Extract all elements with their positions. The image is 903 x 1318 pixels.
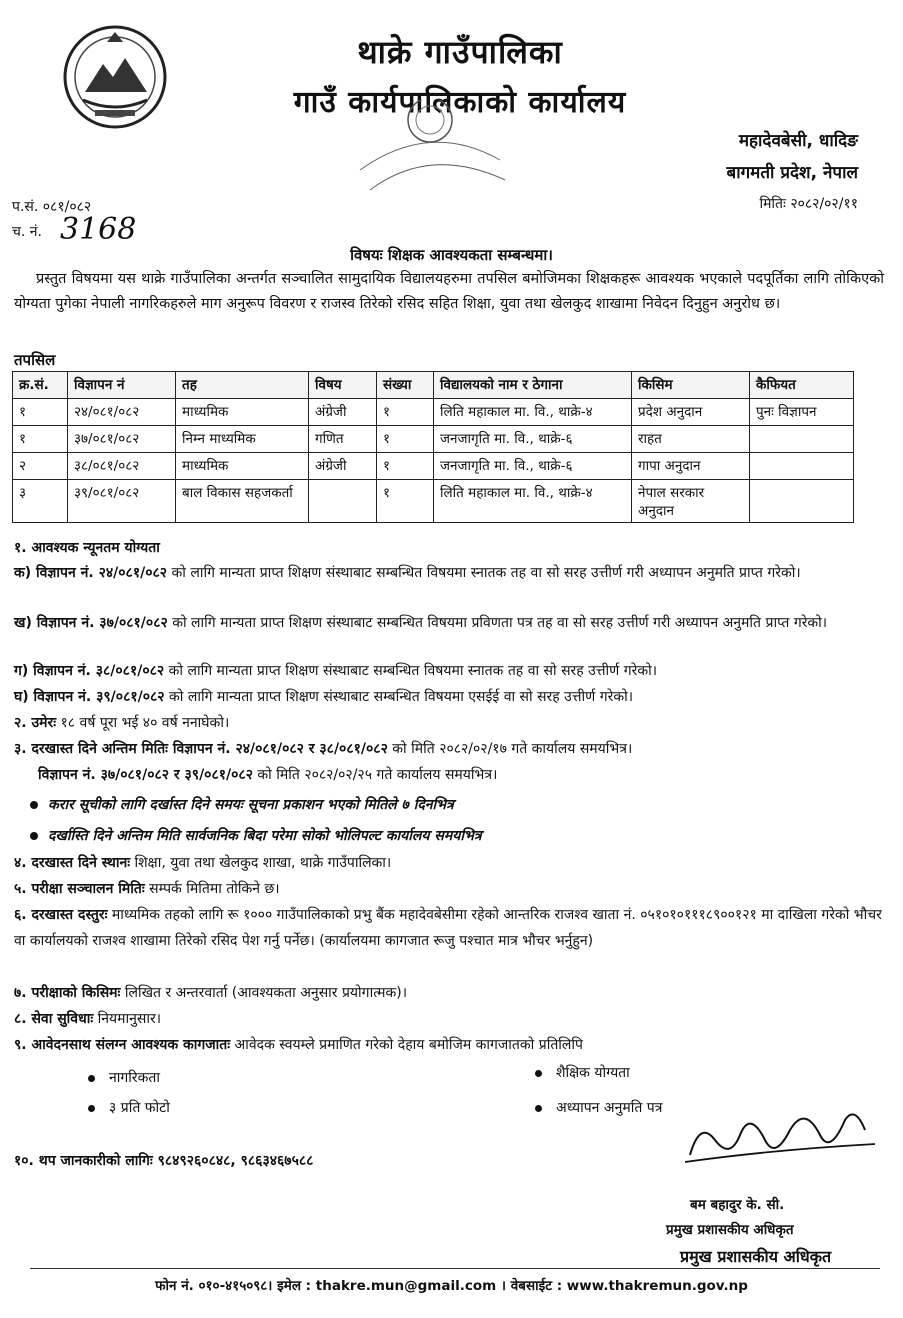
section-3-deadline: ३. दरखास्त दिने अन्तिम मितिः विज्ञापन नं. २४/०८१/०८२ र ३८/०८१/०८२ को मिति २०८२/०२/१७ गते कार्यालय समयभित्र। — [14, 741, 633, 757]
table-row — [13, 480, 854, 523]
section-10-contact: १०. थप जानकारीको लागिः ९८४९२६०८४८, ९८६३४६७५८८ — [14, 1153, 314, 1169]
col-header: क्र.सं. — [13, 372, 68, 399]
doc-item-teaching-license: अध्यापन अनुमति पत्र — [535, 1098, 662, 1117]
table-cell — [750, 480, 854, 523]
table-cell: गापा अनुदान — [632, 453, 750, 480]
table-cell: १ — [377, 426, 434, 453]
table-row — [13, 399, 854, 426]
office-seal-stamp — [340, 100, 520, 210]
section-9-documents: ९. आवेदनसाथ संलग्न आवश्यक कागजातः आवेदक स्वयम्ले प्रमाणित गरेको देहाय बमोजिम कागजातको प्रतिलिपि — [14, 1037, 584, 1053]
col-header: तह — [176, 372, 309, 399]
qualification-ka: क) विज्ञापन नं. २४/०८१/०८२ को लागि मान्यता प्राप्त शिक्षण संस्थाबाट सम्बन्धित विषयमा स्नातक तह वा सो सरह उत्तीर्ण गरी अध्यापन अनुमति प्राप्त गरेको। — [14, 565, 801, 581]
qualification-ga: ग) विज्ञापन नं. ३८/०८१/०८२ को लागि मान्यता प्राप्त शिक्षण संस्थाबाट सम्बन्धित विषयमा स्नातक तह वा सो सरह उत्तीर्ण गरेको। — [14, 663, 658, 679]
table-cell: २४/०८१/०८२ — [68, 399, 176, 426]
table-cell: २ — [13, 453, 68, 480]
table-cell: लिति महाकाल मा. वि., थाक्रे-४ — [434, 480, 632, 523]
address-line-2: बागमती प्रदेश, नेपाल — [726, 163, 858, 183]
subject-line: विषयः शिक्षक आवश्यकता सम्बन्धमा। — [350, 246, 553, 264]
footer-divider — [30, 1268, 880, 1269]
col-header: विज्ञापन नं — [68, 372, 176, 399]
table-cell: राहत — [632, 426, 750, 453]
bullet-holiday-note: दर्खास्ति दिने अन्तिम मिति सार्वजनिक बिदा परेमा सोको भोलिपल्ट कार्यालय समयभित्र — [30, 826, 482, 845]
table-cell: जनजागृति मा. वि., थाक्रे-६ — [434, 426, 632, 453]
qualification-kha: ख) विज्ञापन नं. ३७/०८१/०८२ को लागि मान्यता प्राप्त शिक्षण संस्थाबाट सम्बन्धित विषयमा प्रविणता पत्र तह वा सो सरह उत्तीर्ण गरी अध्यापन अनुमति प्राप्त गरेको। — [14, 615, 828, 631]
table-cell: १ — [377, 480, 434, 523]
col-header: विद्यालयको नाम र ठेगाना — [434, 372, 632, 399]
signatory-title: प्रमुख प्रशासकीय अधिकृत — [666, 1222, 794, 1238]
table-row — [13, 453, 854, 480]
table-cell: गणित — [309, 426, 377, 453]
dispatch-number-handwritten: 3168 — [60, 212, 137, 247]
section-2-age: २. उमेरः १८ वर्ष पूरा भई ४० वर्ष ननाघेको। — [14, 715, 230, 731]
address-line-1: महादेवबेसी, धादिङ — [738, 131, 858, 151]
reference-number: प.सं. ०८१/०८२ — [12, 199, 92, 215]
dispatch-label: च. नं. — [12, 224, 43, 240]
tapasil-heading: तपसिल — [14, 351, 56, 369]
table-cell: १ — [377, 453, 434, 480]
signatory-name: बम बहादुर के. सी. — [690, 1197, 785, 1213]
table-cell: ३७/०८१/०८२ — [68, 426, 176, 453]
table-cell: १ — [13, 399, 68, 426]
col-header: कैफियत — [750, 372, 854, 399]
col-header: विषय — [309, 372, 377, 399]
section-4-place: ४. दरखास्त दिने स्थानः शिक्षा, युवा तथा खेलकुद शाखा, थाक्रे गाउँपालिका। — [14, 855, 392, 871]
section-1-heading: १. आवश्यक न्यूनतम योग्यता — [14, 540, 160, 556]
doc-item-citizenship: नागरिकता — [88, 1068, 160, 1087]
nepal-emblem-logo — [55, 22, 175, 132]
doc-item-photo: ३ प्रति फोटो — [88, 1098, 170, 1117]
table-cell: प्रदेश अनुदान — [632, 399, 750, 426]
table-cell: नेपाल सरकार अनुदान — [632, 480, 750, 523]
table-cell — [750, 453, 854, 480]
section-7-exam-type: ७. परीक्षाको किसिमः लिखित र अन्तरवार्ता (आवश्यकता अनुसार प्रयोगात्मक)। — [14, 985, 408, 1001]
section-3-deadline-2: विज्ञापन नं. ३७/०८१/०८२ र ३९/०८१/०८२ को मिति २०८२/०२/२५ गते कार्यालय समयभित्र। — [38, 767, 498, 783]
qualification-gha: घ) विज्ञापन नं. ३९/०८१/०८२ को लागि मान्यता प्राप्त शिक्षण संस्थाबाट सम्बन्धित विषयमा एसईई वा सो सरह उत्तीर्ण गरेको। — [14, 689, 634, 705]
table-cell: पुनः विज्ञापन — [750, 399, 854, 426]
table-cell: निम्न माध्यमिक — [176, 426, 309, 453]
section-8-facilities: ८. सेवा सुविधाः नियमानुसार। — [14, 1011, 162, 1027]
table-cell: अंग्रेजी — [309, 399, 377, 426]
table-cell: १ — [377, 399, 434, 426]
table-cell — [750, 426, 854, 453]
intro-paragraph: प्रस्तुत विषयमा यस थाक्रे गाउँपालिका अन्तर्गत सञ्चालित सामुदायिक विद्यालयहरुमा तपसिल बमोजिमका शिक्षकहरू आवश्यक भएकाले पदपूर्तिका लागि तोकिएको योग्यता पुगेका नेपाली नागरिकहरुले माग अनुरूप विवरण र राजस्व तिरेको रसिद सहित शिक्षा, युवा तथा खेलकुद शाखामा निवेदन दिनुहुन अनुरोध छ। — [14, 271, 884, 312]
table-cell: १ — [13, 426, 68, 453]
table-cell: जनजागृति मा. वि., थाक्रे-६ — [434, 453, 632, 480]
section-6-fee: ६. दरखास्त दस्तुरः माध्यमिक तहको लागि रू १००० गाउँपालिकाको प्रभु बैंक महादेवबेसीमा रहेको आन्तरिक राजश्व खाता नं. ०५१०१०१११८९००१२१ मा दाखिला गरेको भौचर वा कार्यालयको राजश्व शाखामा तिरेको रसिद पेश गर्नु पर्नेछ। (कार्यालयमा कागजात रूजु पश्चात मात्र भौचर भर्नुहुन) — [14, 907, 882, 949]
doc-item-education: शैक्षिक योग्यता — [535, 1063, 630, 1082]
table-cell: ३८/०८१/०८२ — [68, 453, 176, 480]
municipality-title: थाक्रे गाउँपालिका — [357, 33, 563, 71]
col-header: किसिम — [632, 372, 750, 399]
table-cell: ३ — [13, 480, 68, 523]
table-cell: लिति महाकाल मा. वि., थाक्रे-४ — [434, 399, 632, 426]
table-header-row — [13, 372, 854, 399]
table-cell — [309, 480, 377, 523]
section-5-exam-date: ५. परीक्षा सञ्चालन मितिः सम्पर्क मितिमा तोकिने छ। — [14, 881, 280, 897]
table-cell: अंग्रेजी — [309, 453, 377, 480]
vacancy-table — [12, 371, 854, 523]
table-row — [13, 426, 854, 453]
office-title: गाउँ कार्यपालिकाको कार्यालय — [293, 85, 627, 120]
footer-contact: फोन नं. ०१०-४१५०९८। इमेल : thakre.mun@gmail.com । वेबसाईट : www.thakremun.gov.np — [155, 1278, 748, 1294]
handwritten-signature — [680, 1100, 880, 1180]
table-cell: ३९/०८१/०८२ — [68, 480, 176, 523]
letter-date: मितिः २०८२/०२/११ — [759, 196, 858, 212]
bullet-contract-list: करार सूचीको लागि दर्खास्त दिने समयः सूचना प्रकाशन भएको मितिले ७ दिनभित्र — [30, 795, 454, 814]
col-header: संख्या — [377, 372, 434, 399]
table-cell: बाल विकास सहजकर्ता — [176, 480, 309, 523]
table-cell: माध्यमिक — [176, 399, 309, 426]
signatory-title-stamp: प्रमुख प्रशासकीय अधिकृत — [680, 1247, 832, 1266]
table-cell: माध्यमिक — [176, 453, 309, 480]
